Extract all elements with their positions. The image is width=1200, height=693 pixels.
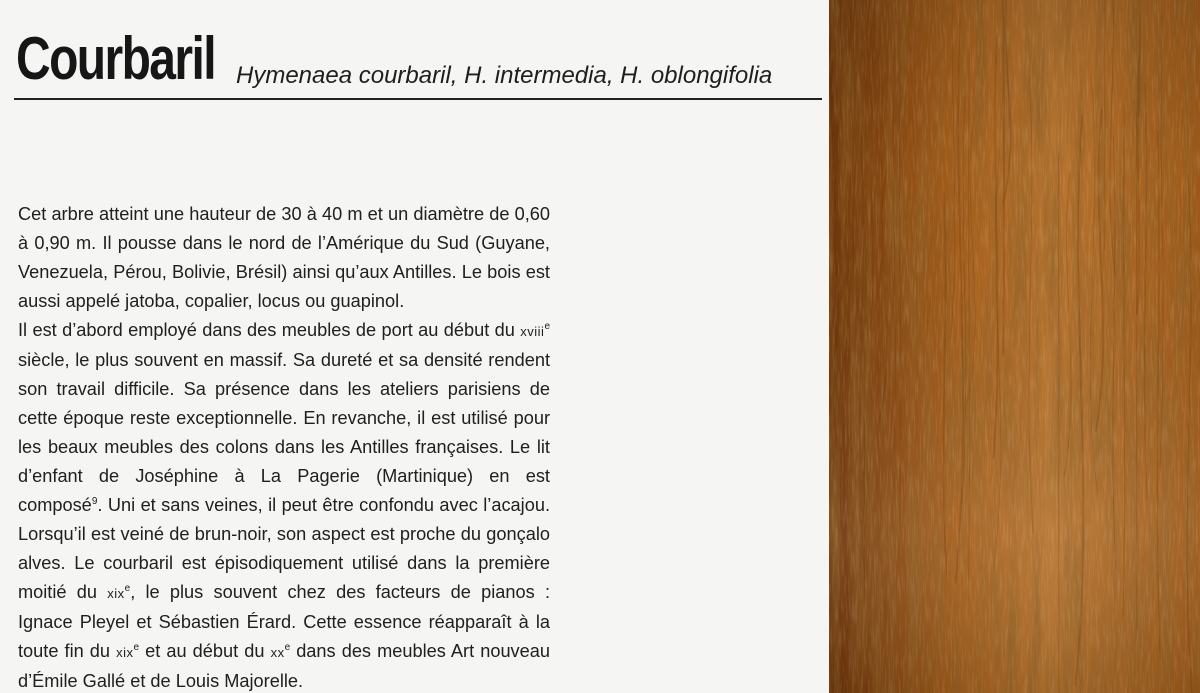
history-text: Il est d’abord employé dans des meubles de port au début du: [18, 320, 521, 340]
paragraph-history: [18, 316, 550, 693]
footnote-ref: 9: [91, 496, 98, 507]
century-19: xix: [116, 645, 134, 660]
century-19: xix: [107, 586, 125, 601]
species-names: Hymenaea courbaril, H. intermedia, H. oblongifolia: [236, 62, 773, 89]
century-20-suffix: e: [284, 642, 291, 653]
page-title: Courbaril: [16, 25, 215, 92]
title-divider: [14, 98, 822, 100]
century-20: xx: [270, 645, 285, 660]
paragraph-distribution: Cet arbre atteint une hauteur de 30 à 40 m et un diamètre de 0,60 à 0,90 m. Il pousse dans le nord de l’Amérique du Sud (Guyane, Venezuela, Pérou, Bolivie, Brésil) ainsi qu’aux Antilles. Le bois est aussi appelé jatoba, copalier, locus ou guapinol.: [18, 204, 550, 311]
century-18-suffix: e: [544, 321, 550, 332]
wood-sample-image: [829, 0, 1200, 693]
history-text: et au début du: [139, 641, 271, 661]
description-text: [18, 200, 550, 693]
history-text: siècle, le plus souvent en massif. Sa dureté et sa densité rendent son travail difficile. Sa présence dans les ateliers parisiens de cette époque reste exceptionnelle. En revanche, il est utilisé pour les beaux meubles des colons dans les Antilles françaises. Le lit d’enfant de Joséphine à La Pagerie (Martinique) en est composé: [18, 350, 550, 515]
history-text: . Uni et sans veines, il peut être confondu avec l’acajou. Lorsqu’il est veiné de brun-noir, son aspect est proche du gonçalo alves. Le courbaril est épisodiquement utilisé dans la première moitié du: [18, 495, 550, 602]
century-19-suffix: e: [133, 642, 140, 653]
history-text: , le plus souvent chez des facteurs de pianos : Ignace Pleyel et Sébastien Érard. Cette essence réapparaît à la toute fin du: [18, 582, 550, 661]
century-18: xviii: [520, 324, 545, 339]
century-19-suffix: e: [124, 583, 131, 594]
wood-grain-line: [1003, 0, 1004, 355]
history-text: dans des meubles Art nouveau d’Émile Gallé et de Louis Majorelle.: [18, 641, 550, 691]
